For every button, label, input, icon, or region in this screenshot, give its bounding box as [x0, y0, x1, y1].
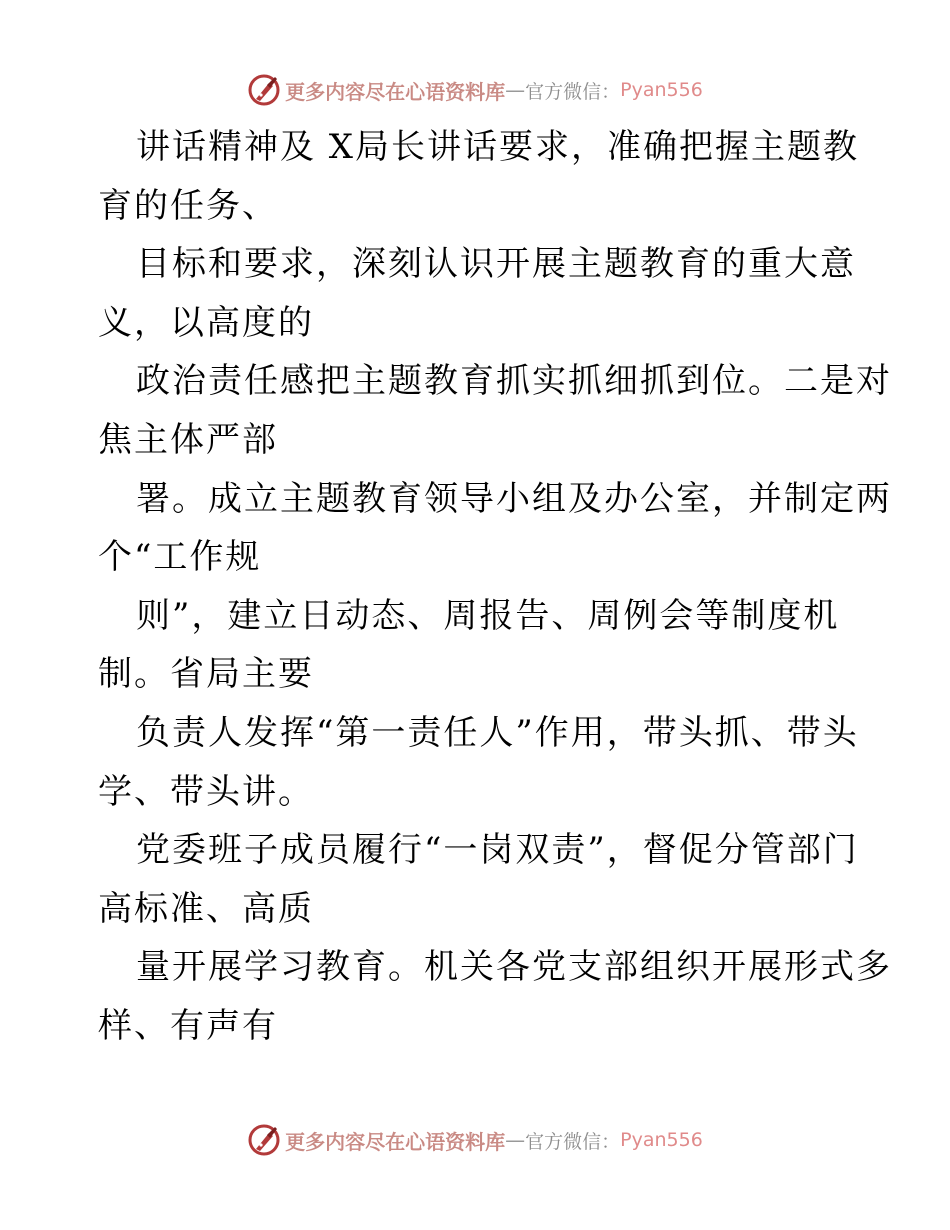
watermark-wechat-label: 官方微信： — [525, 1130, 621, 1153]
body-line: 量开展学习教育。机关各党支部组织开展形式多 — [136, 947, 892, 988]
pen-nib-circle-icon — [247, 73, 281, 107]
watermark-wechat-id: Pyan556 — [620, 1129, 703, 1151]
watermark-separator: — — [505, 78, 526, 102]
body-line: 学、带头讲。 — [98, 771, 314, 812]
body-line: 署。成立主题教育领导小组及办公室，并制定两 — [136, 478, 892, 519]
body-line: 党委班子成员履行“一岗双责”，督促分管部门 — [136, 830, 859, 871]
watermark-wechat-id: Pyan556 — [620, 79, 703, 101]
watermark-separator: — — [505, 1128, 526, 1152]
watermark-main-text: 更多内容尽在心语资料库 — [285, 79, 506, 104]
body-line: 焦主体严部 — [98, 419, 278, 460]
body-line: 样、有声有 — [98, 1005, 278, 1046]
body-line: 育的任务、 — [98, 185, 278, 226]
body-line: 个“工作规 — [98, 537, 262, 578]
pen-nib-circle-icon — [247, 1123, 281, 1157]
body-line: 负责人发挥“第一责任人”作用，带头抓、带头 — [136, 712, 859, 753]
body-line: 制。省局主要 — [98, 654, 314, 695]
watermark-main-text: 更多内容尽在心语资料库 — [285, 1129, 506, 1154]
footer-watermark — [0, 1120, 950, 1160]
watermark-wechat-label: 官方微信： — [525, 80, 621, 103]
body-line: 目标和要求，深刻认识开展主题教育的重大意 — [136, 244, 856, 285]
body-line: 则”，建立日动态、周报告、周例会等制度机 — [136, 595, 840, 636]
body-line: 讲话精神及 X局长讲话要求，准确把握主题教 — [136, 127, 860, 167]
header-watermark — [0, 70, 950, 110]
body-line: 政治责任感把主题教育抓实抓细抓到位。二是对 — [136, 361, 892, 402]
body-line: 高标准、高质 — [98, 888, 314, 929]
body-line: 义，以高度的 — [98, 302, 314, 343]
document-body — [98, 118, 892, 1056]
